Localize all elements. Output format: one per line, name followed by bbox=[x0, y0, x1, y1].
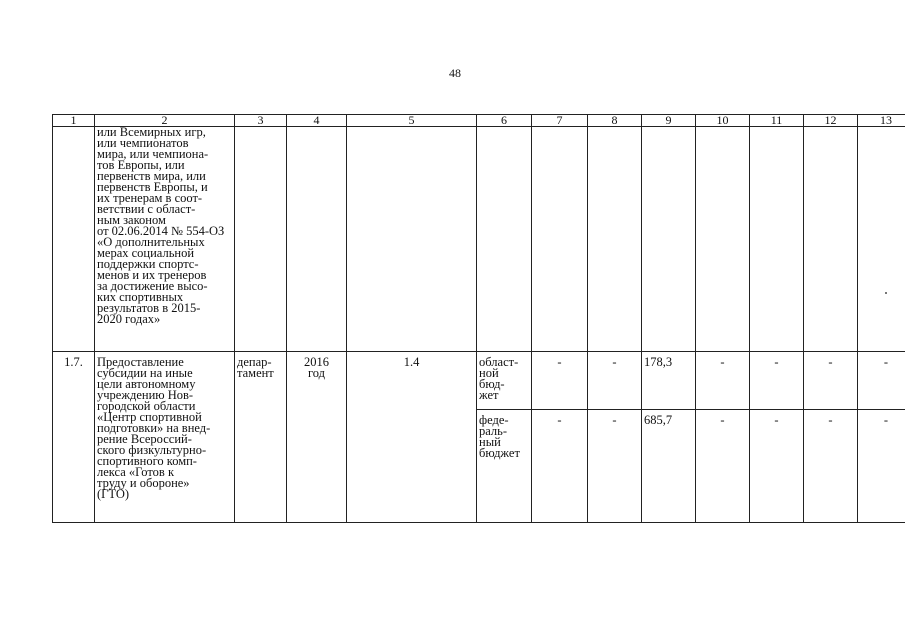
budget-table bbox=[52, 114, 905, 523]
table-cell bbox=[347, 127, 477, 352]
executor: депар- тамент bbox=[237, 355, 274, 380]
value-cell: - bbox=[804, 352, 858, 410]
value-cell: - bbox=[696, 352, 750, 410]
header-cell: 6 bbox=[477, 115, 532, 127]
table-cell bbox=[53, 127, 95, 352]
header-cell: 12 bbox=[804, 115, 858, 127]
value-cell: - bbox=[858, 352, 905, 410]
funding-source-cell bbox=[477, 352, 532, 410]
executor-cell bbox=[235, 352, 287, 523]
value-cell: - bbox=[750, 352, 804, 410]
target-ref-cell bbox=[347, 352, 477, 523]
row-number-cell bbox=[53, 352, 95, 523]
table-cell bbox=[750, 127, 804, 352]
row-number: 1.7. bbox=[64, 355, 83, 369]
value-cell: - bbox=[696, 410, 750, 523]
year: 2016 год bbox=[304, 355, 329, 380]
header-cell: 4 bbox=[287, 115, 347, 127]
value-cell: - bbox=[588, 352, 642, 410]
continued-description-cell bbox=[95, 127, 235, 352]
table-cell bbox=[477, 127, 532, 352]
header-cell: 11 bbox=[750, 115, 804, 127]
amount-cell: 685,7 bbox=[642, 410, 696, 523]
table-cell bbox=[287, 127, 347, 352]
page-number: 48 bbox=[449, 66, 461, 80]
header-cell: 3 bbox=[235, 115, 287, 127]
table-cell bbox=[696, 127, 750, 352]
table-row bbox=[53, 352, 905, 410]
continued-description: или Всемирных игр, или чемпионатов мира, или чемпиона- тов Европы, или первенств мира, или первенств Европы, и их тренерам в соот- ветствии с област- ным законом от 02.06.2014 № 554-ОЗ «О дополнительных мерах социальной поддержки спортс- менов и их тренеров за достижение высо- ких спортивных результатов в 2015- 2020 годах» bbox=[97, 126, 225, 326]
value-cell: - bbox=[804, 410, 858, 523]
header-cell: 9 bbox=[642, 115, 696, 127]
table-cell bbox=[588, 127, 642, 352]
funding-source: област- ной бюд- жет bbox=[479, 355, 519, 402]
table-cell bbox=[858, 127, 905, 352]
value-cell: - bbox=[532, 352, 588, 410]
row-description: Предоставление субсидии на иные цели автономному учреждению Нов- городской области «Центр спортивной подготовки» на внед- рение Всероссий- ского физкультурно- спортивного комп- лекса «Готов к труду и обороне» (ГТО) bbox=[97, 355, 211, 501]
table-cell bbox=[235, 127, 287, 352]
header-cell: 5 bbox=[347, 115, 477, 127]
value-cell: - bbox=[750, 410, 804, 523]
header-cell: 2 bbox=[95, 115, 235, 127]
scan-speck bbox=[885, 292, 887, 294]
header-cell: 13 bbox=[858, 115, 905, 127]
amount-cell: 178,3 bbox=[642, 352, 696, 410]
funding-source: феде- раль- ный бюджет bbox=[479, 413, 520, 460]
value-cell: - bbox=[588, 410, 642, 523]
table-cell bbox=[532, 127, 588, 352]
target-ref: 1.4 bbox=[403, 355, 420, 369]
table-cell bbox=[804, 127, 858, 352]
description-cell bbox=[95, 352, 235, 523]
table-cell bbox=[642, 127, 696, 352]
value-cell: - bbox=[858, 410, 905, 523]
header-cell: 8 bbox=[588, 115, 642, 127]
year-cell bbox=[287, 352, 347, 523]
header-cell: 7 bbox=[532, 115, 588, 127]
table-row-continued bbox=[53, 127, 905, 352]
header-cell: 10 bbox=[696, 115, 750, 127]
header-cell: 1 bbox=[53, 115, 95, 127]
funding-source-cell bbox=[477, 410, 532, 523]
value-cell: - bbox=[532, 410, 588, 523]
table-header-row bbox=[53, 115, 905, 127]
